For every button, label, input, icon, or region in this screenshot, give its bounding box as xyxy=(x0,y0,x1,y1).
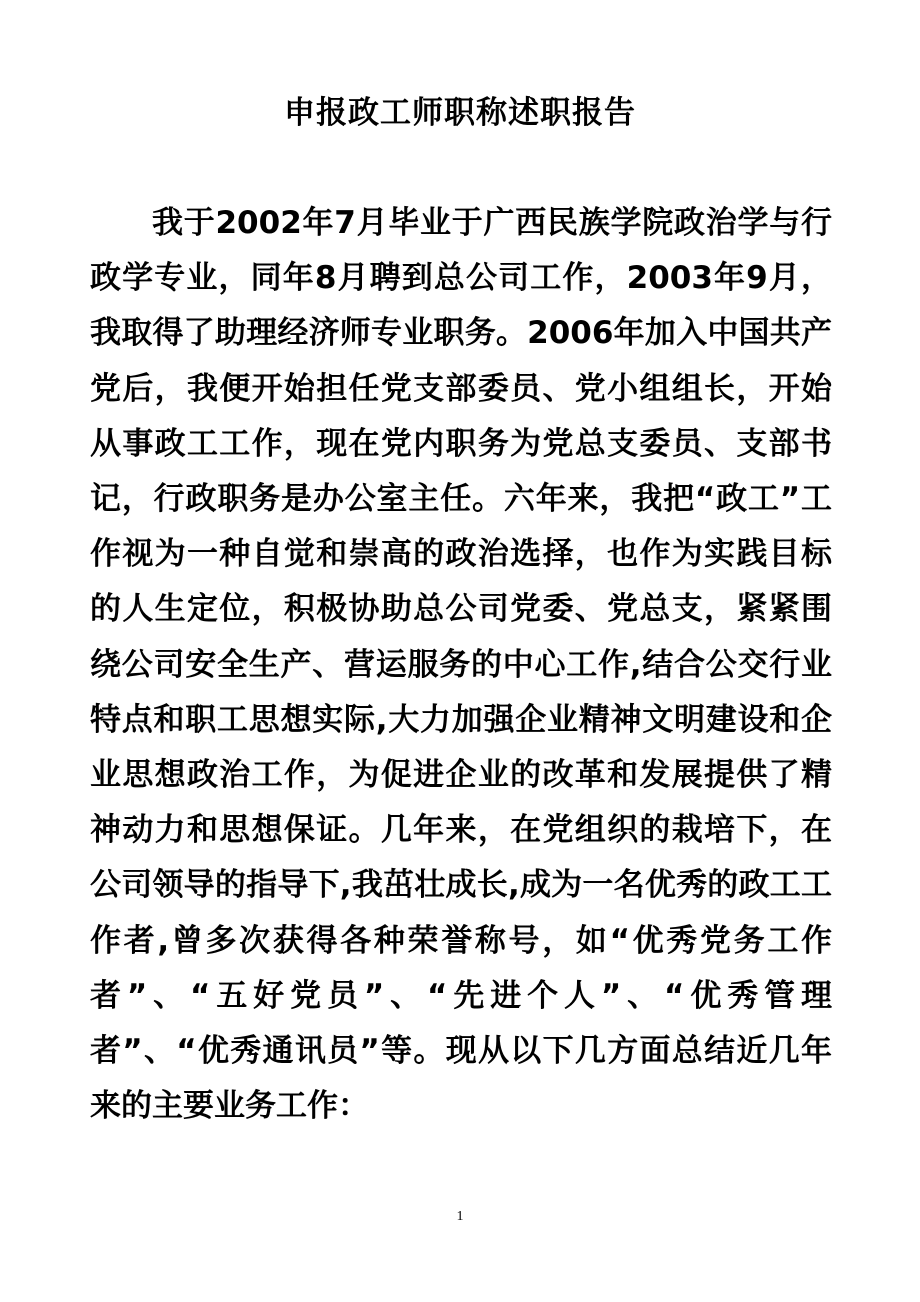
page-number: 1 xyxy=(456,1209,464,1224)
body-paragraph: 我于2002年7月毕业于广西民族学院政治学与行政学专业，同年8月聘到总公司工作，2003年9月，我取得了助理经济师专业职务。2006年加入中国共产党后，我便开始担任党支部委员、党小组组长，开始从事政工工作，现在党内职务为党总支委员、支部书记，行政职务是办公室主任。六年来，我把“政工”工作视为一种自觉和崇高的政治选择，也作为实践目标的人生定位，积极协助总公司党委、党总支，紧紧围绕公司安全生产、营运服务的中心工作,结合公交行业特点和职工思想实际,大力加强企业精神文明建设和企业思想政治工作，为促进企业的改革和发展提供了精神动力和思想保证。几年来，在党组织的栽培下，在公司领导的指导下,我茁壮成长,成为一名优秀的政工工作者,曾多次获得各种荣誉称号，如“优秀党务工作者”、“五好党员”、“先进个人”、“优秀管理者”、“优秀通讯员”等。现从以下几方面总结近几年来的主要业务工作： xyxy=(90,205,832,1125)
document-title: 申报政工师职称述职报告 xyxy=(284,95,636,131)
